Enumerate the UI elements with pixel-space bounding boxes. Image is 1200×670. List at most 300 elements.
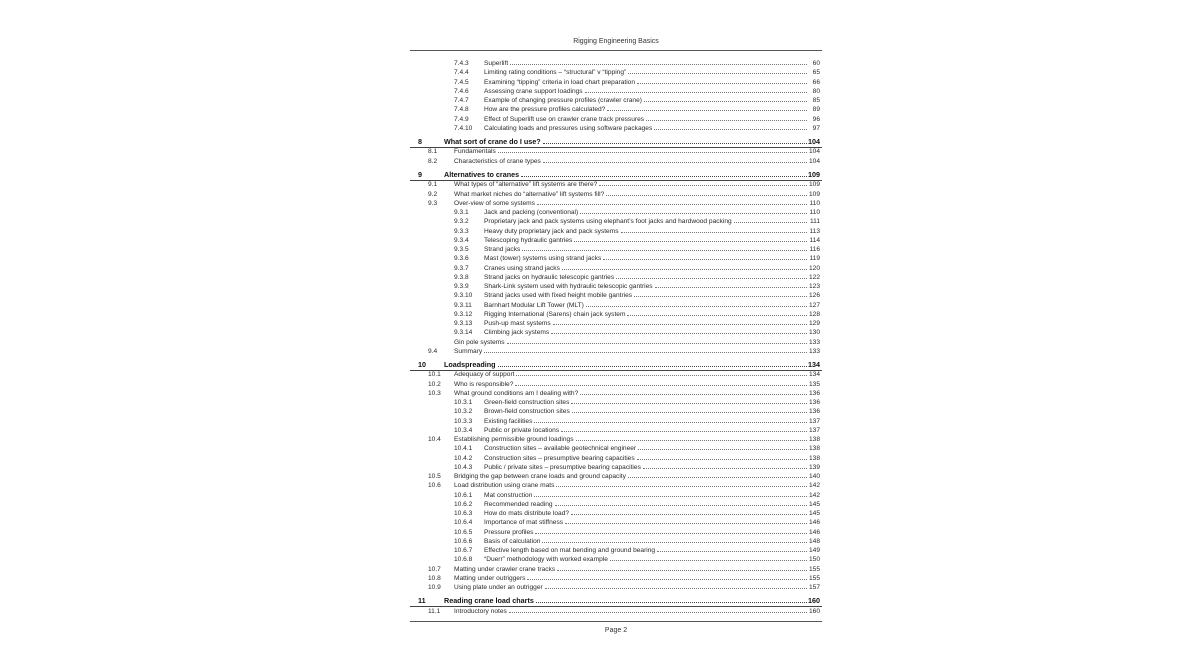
toc-entry-row[interactable] (410, 265, 822, 274)
toc-page-number: 116 (809, 246, 820, 254)
toc-page-number: 127 (808, 301, 820, 309)
toc-entry-title-wrap (484, 79, 808, 88)
toc-page-number: 104 (808, 137, 820, 146)
toc-entry-number: 9.2 (428, 190, 438, 198)
toc-leader-dots (535, 532, 807, 534)
toc-leader-dots (610, 559, 807, 561)
toc-page-number: 145 (808, 500, 820, 508)
toc-entry-row[interactable] (410, 329, 822, 338)
toc-entry-title: Fundamentals (454, 148, 496, 156)
toc-entry-title-wrap (454, 381, 808, 390)
toc-leader-dots (543, 161, 807, 163)
toc-entry-title-wrap (484, 329, 808, 338)
toc-entry-title: Push-up mast systems (484, 320, 551, 328)
toc-leader-dots (576, 439, 808, 441)
toc-entry-number: 10.1 (428, 371, 441, 379)
toc-entry-title: Construction sites – available geotechnical engineer (484, 445, 637, 453)
toc-entry-number: 10.5 (428, 473, 441, 481)
toc-leader-dots (527, 578, 807, 580)
toc-page-number: 160 (808, 607, 820, 615)
toc-entry-number: 10.4.1 (454, 445, 473, 453)
toc-leader-dots (637, 82, 807, 84)
toc-page-number: 138 (808, 445, 820, 453)
toc-entry-title: Introductory notes (454, 607, 507, 615)
toc-entry-title: Green-field construction sites (484, 399, 570, 407)
toc-entry-number: 10.2 (428, 380, 441, 388)
toc-entry-title: Cranes using strand jacks (484, 264, 560, 272)
toc-entry-row[interactable] (410, 390, 822, 399)
toc-leader-dots (586, 305, 807, 307)
toc-leader-dots (534, 495, 807, 497)
toc-entry-title: “Duerr” methodology with worked example (484, 556, 608, 564)
toc-entry-number: 10.9 (428, 584, 441, 592)
toc-entry-title-wrap (484, 529, 808, 538)
toc-entry-row[interactable] (410, 575, 822, 584)
toc-page-number: 128 (808, 310, 820, 318)
toc-leader-dots (646, 119, 807, 121)
toc-entry-title-wrap (454, 566, 808, 575)
toc-page-number: 155 (808, 565, 820, 573)
toc-entry-title-wrap (484, 97, 808, 106)
toc-entry-title-wrap (484, 302, 808, 311)
toc-entry-number: 7.4.8 (454, 106, 469, 114)
toc-entry-title-wrap (484, 556, 808, 565)
toc-entry-title: Gin pole systems (454, 338, 505, 346)
toc-entry-number: 10.8 (428, 574, 441, 582)
toc-entry-title: Strand jacks (484, 246, 521, 254)
toc-page-number: 97 (812, 124, 820, 132)
toc-entry-title: Alternatives to cranes (444, 169, 520, 179)
toc-entry-row[interactable] (410, 538, 822, 547)
toc-entry-row[interactable] (410, 455, 822, 464)
toc-entry-row[interactable] (410, 274, 822, 283)
toc-page-number: 113 (809, 227, 820, 235)
toc-entry-row[interactable] (410, 519, 822, 528)
toc-page-number: 146 (808, 519, 820, 527)
toc-entry-row[interactable] (410, 547, 822, 556)
toc-entry-title: Public or private locations (484, 426, 560, 434)
toc-entry-title: Mast (tower) systems using strand jacks (484, 255, 602, 263)
toc-entry-number: 7.4.10 (454, 124, 473, 132)
toc-page-number: 155 (808, 574, 820, 582)
toc-entry-row[interactable] (410, 418, 822, 427)
toc-entry-title-wrap (454, 200, 808, 209)
toc-leader-dots (562, 268, 807, 270)
toc-entry-title: Establishing permissible ground loadings (454, 436, 574, 444)
toc-leader-dots (551, 332, 807, 334)
toc-entry-title-wrap (484, 60, 808, 69)
toc-entry-row[interactable] (410, 181, 822, 190)
toc-entry-number: 9.3.6 (454, 255, 469, 263)
toc-entry-title: Examining “tipping” criteria in load chart preparation (484, 78, 635, 86)
toc-page-number: 135 (808, 380, 820, 388)
toc-entry-title: Basis of calculation (484, 537, 541, 545)
toc-entry-row[interactable] (410, 292, 822, 301)
toc-entry-number: 7.4.9 (454, 115, 469, 123)
toc-entry-title: How are the pressure profiles calculated? (484, 106, 606, 114)
toc-entry-title-wrap (484, 464, 808, 473)
toc-entry-title: Using plate under an outrigger (454, 584, 543, 592)
toc-page-number: 140 (808, 473, 820, 481)
toc-entry-row[interactable] (410, 399, 822, 408)
toc-entry-number: 10.6.8 (454, 556, 473, 564)
toc-entry-number: 9.3.9 (454, 283, 469, 291)
toc-entry-number: 7.4.4 (454, 69, 469, 77)
toc-page-number: 85 (812, 97, 820, 104)
toc-entry-title-wrap (454, 191, 808, 200)
toc-entry-number: 7.4.6 (454, 87, 469, 95)
toc-entry-number: 9.3.5 (454, 246, 469, 254)
toc-entry-row[interactable] (410, 88, 822, 97)
toc-page-number: 137 (808, 417, 820, 425)
toc-entry-title: Existing facilities (484, 417, 533, 425)
toc-entry-row[interactable] (410, 106, 822, 115)
toc-entry-title: What sort of crane do I use? (444, 137, 541, 146)
toc-entry-number: 9.3.4 (454, 236, 469, 244)
toc-entry-number: 9.3.14 (454, 329, 473, 337)
toc-page-number: 134 (808, 360, 820, 370)
toc-entry-number: 10.3 (428, 389, 441, 397)
toc-entry-title: Jack and packing (conventional) (484, 209, 579, 217)
toc-entry-title-wrap (484, 538, 808, 547)
toc-entry-number: 9.3.7 (454, 264, 469, 272)
toc-entry-row[interactable] (410, 348, 822, 357)
toc-entry-number: 9.3.11 (454, 301, 472, 309)
toc-entry-number: 10.6.7 (454, 547, 473, 555)
toc-leader-dots (655, 286, 807, 288)
toc-entry-title-wrap (484, 455, 808, 464)
toc-entry-row[interactable] (410, 436, 822, 445)
toc-entry-row[interactable] (410, 381, 822, 390)
toc-entry-title: Superlift (484, 60, 509, 67)
toc-page-number: 136 (808, 389, 820, 397)
toc-leader-dots (556, 485, 807, 487)
toc-entry-number: 9 (418, 169, 422, 179)
toc-entry-row[interactable] (410, 79, 822, 88)
toc-entry-number: 9.3 (428, 199, 438, 207)
toc-leader-dots (637, 458, 807, 460)
toc-page-number: 139 (808, 463, 820, 471)
toc-leader-dots (515, 384, 807, 386)
toc-entry-row[interactable] (410, 510, 822, 519)
toc-entry-title: Characteristics of crane types (454, 157, 541, 165)
toc-entry-row[interactable] (410, 320, 822, 329)
toc-entry-title-wrap (484, 274, 808, 283)
toc-entry-title: Matting under crawler crane tracks (454, 565, 556, 573)
toc-leader-dots (555, 504, 807, 506)
toc-entry-title: Proprietary jack and pack systems using elephant’s foot jacks and hardwood packing (484, 218, 732, 226)
toc-leader-dots (644, 100, 807, 102)
toc-leader-dots (521, 175, 807, 177)
toc-entry-row[interactable] (410, 116, 822, 125)
toc-entry-title: Bridging the gap between crane loads and ground capacity (454, 473, 626, 481)
toc-entry-title-wrap (484, 106, 808, 115)
toc-page-number: 138 (808, 436, 820, 444)
toc-leader-dots (616, 277, 807, 279)
toc-entry-number: 10.3.1 (454, 399, 473, 407)
toc-page-number: 66 (812, 78, 820, 86)
toc-entry-row[interactable] (410, 209, 822, 218)
toc-entry-row[interactable] (410, 125, 822, 134)
toc-leader-dots (606, 194, 807, 196)
toc-page-number: 104 (808, 157, 820, 165)
toc-entry-title: Shark-Link system used with hydraulic telescopic gantries (484, 283, 653, 291)
toc-entry-title: Importance of mat stiffness (484, 519, 564, 527)
toc-entry-number: 9.3.8 (454, 273, 469, 281)
toc-entry-title-wrap (484, 292, 808, 301)
toc-entry-title-wrap (454, 181, 808, 190)
toc-entry-title-wrap (454, 436, 808, 445)
toc-entry-title: Adequacy of support (454, 371, 515, 379)
toc-page-number: 104 (808, 148, 820, 156)
toc-entry-title-wrap (484, 246, 808, 255)
toc-entry-title-wrap (484, 445, 808, 454)
toc-leader-dots (580, 212, 807, 214)
toc-entry-number: 10.6.3 (454, 510, 473, 518)
toc-entry-row[interactable] (410, 608, 822, 617)
toc-entry-title-wrap (454, 608, 808, 617)
toc-entry-title: Strand jacks on hydraulic telescopic gantries (484, 273, 615, 281)
toc-leader-dots (638, 448, 807, 450)
toc-entry-title: Effect of Superlift use on crawler crane track pressures (484, 115, 645, 123)
toc-entry-title-wrap (484, 283, 808, 292)
toc-entry-title: What types of “alternative” lift systems are there? (454, 181, 598, 189)
toc-entry-number: 10.7 (428, 565, 441, 573)
toc-leader-dots (534, 421, 807, 423)
toc-leader-dots (561, 430, 807, 432)
toc-entry-row[interactable] (410, 482, 822, 491)
toc-entry-number: 10.6 (428, 482, 441, 490)
toc-page-number: 123 (808, 283, 820, 291)
toc-entry-title-wrap (454, 575, 808, 584)
toc-leader-dots (627, 314, 807, 316)
toc-leader-dots (537, 203, 807, 205)
toc-leader-dots (580, 393, 807, 395)
toc-leader-dots (599, 184, 807, 186)
toc-page-number: 134 (808, 371, 820, 379)
toc-chapter-row[interactable] (410, 138, 822, 148)
toc-entry-title-wrap (454, 473, 808, 482)
toc-leader-dots (516, 374, 807, 376)
toc-entry-row[interactable] (410, 246, 822, 255)
toc-page-number: 160 (808, 596, 820, 606)
toc-leader-dots (522, 249, 807, 251)
toc-page-number: 120 (808, 264, 820, 272)
toc-entry-title: Brown-field construction sites (484, 408, 570, 416)
toc-entry-title: Construction sites – presumptive bearing capacities (484, 454, 635, 462)
toc-entry-row[interactable] (410, 228, 822, 237)
toc-entry-row[interactable] (410, 556, 822, 565)
toc-entry-row[interactable] (410, 311, 822, 320)
toc-entry-title-wrap (484, 218, 808, 227)
toc-entry-number: 10.6.4 (454, 519, 473, 527)
toc-entry-title-wrap (454, 158, 808, 167)
toc-entry-number: 9.3.1 (454, 209, 469, 217)
toc-entry-title: How do mats distribute load? (484, 510, 570, 518)
toc-entry-number: 9.3.12 (454, 310, 473, 318)
toc-entry-title-wrap (484, 255, 808, 264)
toc-entry-title: Public / private sites – presumptive bearing capacities (484, 463, 641, 471)
toc-entry-title: Recommended reading (484, 500, 553, 508)
toc-entry-number: 10.6.1 (454, 491, 473, 499)
toc-entry-row[interactable] (410, 60, 822, 69)
toc-leader-dots (571, 513, 807, 515)
toc-entry-row[interactable] (410, 255, 822, 264)
toc-page-number: 122 (808, 273, 820, 281)
toc-entry-title-wrap (484, 228, 808, 237)
toc-page-number: 146 (808, 528, 820, 536)
toc-entry-number: 11 (418, 596, 426, 606)
toc-entry-row[interactable] (410, 529, 822, 538)
toc-entry-number: 8.2 (428, 157, 438, 165)
toc-entry-title-wrap (484, 492, 808, 501)
toc-page-number: 89 (812, 106, 820, 114)
toc-entry-title: Reading crane load charts (444, 596, 534, 606)
toc-page-number: 136 (808, 399, 820, 407)
toc-entry-title-wrap (444, 597, 808, 606)
toc-entry-title-wrap (454, 371, 808, 380)
toc-entry-number: 10.4.3 (454, 463, 473, 471)
toc-entry-row[interactable] (410, 69, 822, 78)
toc-entry-title-wrap (484, 88, 808, 97)
toc-leader-dots (585, 91, 807, 93)
toc-entry-title-wrap (444, 171, 808, 180)
toc-entry-number: 10.6.2 (454, 500, 473, 508)
toc-entry-title-wrap (454, 148, 808, 157)
toc-entry-title-wrap (484, 69, 808, 78)
toc-entry-row[interactable] (410, 473, 822, 482)
toc-entry-title: Barnhart Modular Lift Tower (MLT) (484, 301, 584, 309)
toc-entry-row[interactable] (410, 427, 822, 436)
toc-entry-title: Strand jacks used with fixed height mobile gantries (484, 292, 633, 300)
toc-chapter-row[interactable] (410, 597, 822, 607)
toc-leader-dots (574, 240, 807, 242)
toc-entry-title-wrap (484, 501, 808, 510)
toc-entry-title: Pressure profiles (484, 528, 534, 536)
toc-entry-title: Limiting rating conditions – “structural” v “tipping” (484, 69, 627, 77)
toc-entry-number: 10.3.2 (454, 408, 473, 416)
toc-entry-row[interactable] (410, 501, 822, 510)
toc-chapter-row[interactable] (410, 171, 822, 181)
toc-leader-dots (634, 295, 807, 297)
toc-page-number: 142 (808, 482, 820, 490)
toc-page-number: 137 (808, 426, 820, 434)
toc-entry-title-wrap (484, 265, 808, 274)
toc-page-number: 109 (808, 190, 820, 198)
toc-entry-row[interactable] (410, 464, 822, 473)
toc-entry-title: Load distribution using crane mats (454, 482, 555, 490)
toc-page-number: 149 (808, 547, 820, 555)
toc-page-number: 110 (809, 209, 820, 217)
toc-entry-row[interactable] (410, 339, 822, 348)
toc-chapter-row[interactable] (410, 361, 822, 371)
toc-leader-dots (536, 601, 807, 603)
toc-page-number: 145 (808, 510, 820, 518)
toc-leader-dots (621, 231, 808, 233)
toc-entry-title: Who is responsible? (454, 380, 514, 388)
toc-entry-number: 9.3.13 (454, 320, 473, 328)
toc-entry-title-wrap (484, 116, 808, 125)
toc-entry-title-wrap (454, 482, 808, 491)
page-footer: Page 2 (410, 621, 822, 639)
toc-entry-row[interactable] (410, 492, 822, 501)
toc-entry-title: Example of changing pressure profiles (crawler crane) (484, 97, 642, 104)
toc-entry-row[interactable] (410, 200, 822, 209)
toc-entry-number: 10.3.4 (454, 426, 473, 434)
toc-page-number: 114 (809, 236, 820, 244)
toc-entry-row[interactable] (410, 237, 822, 246)
toc-entry-title-wrap (484, 320, 808, 329)
toc-entry-number: 9.3.3 (454, 227, 469, 235)
toc-leader-dots (545, 587, 807, 589)
toc-page-number: 133 (808, 338, 820, 346)
toc-entry-row[interactable] (410, 158, 822, 167)
toc-entry-title-wrap (484, 399, 808, 408)
toc-entry-number: 9.3.10 (454, 292, 473, 300)
toc-leader-dots (553, 323, 807, 325)
toc-entry-number: 8 (418, 137, 422, 146)
toc-entry-row[interactable] (410, 191, 822, 200)
toc-entry-title-wrap (484, 311, 808, 320)
toc-entry-number: 9.1 (428, 181, 438, 189)
toc-entry-title: Mat construction (484, 491, 533, 499)
toc-page-number: 111 (809, 218, 820, 226)
toc-leader-dots (571, 402, 807, 404)
toc-page-number: 157 (808, 584, 820, 592)
toc-entry-number: 11.1 (428, 607, 441, 615)
toc-entry-row[interactable] (410, 148, 822, 157)
toc-entry-title: Effective length based on mat bending and ground bearing (484, 547, 656, 555)
toc-entry-row[interactable] (410, 302, 822, 311)
toc-entry-title: Assessing crane support loadings (484, 87, 583, 95)
toc-entry-row[interactable] (410, 445, 822, 454)
toc-page-number: 129 (808, 320, 820, 328)
toc-entry-title-wrap (454, 348, 808, 357)
document-page (410, 34, 822, 638)
toc-entry-title-wrap (484, 418, 808, 427)
toc-entry-number: 7.4.7 (454, 97, 469, 104)
toc-page-number: 136 (808, 408, 820, 416)
toc-entry-title-wrap (454, 584, 808, 593)
toc-leader-dots (557, 569, 807, 571)
toc-entry-row[interactable] (410, 408, 822, 417)
toc-entry-number: 10.3.3 (454, 417, 473, 425)
toc-entry-row[interactable] (410, 97, 822, 106)
toc-page-number: 148 (808, 537, 820, 545)
toc-entry-title-wrap (444, 138, 808, 147)
toc-entry-row[interactable] (410, 283, 822, 292)
toc-entry-title-wrap (454, 339, 808, 348)
toc-entry-title-wrap (484, 547, 808, 556)
toc-leader-dots (507, 342, 807, 344)
toc-page-number: 60 (812, 60, 820, 67)
toc-entry-number: 10 (418, 360, 426, 370)
toc-entry-row[interactable] (410, 584, 822, 593)
toc-entry-title-wrap (484, 209, 808, 218)
toc-leader-dots (484, 351, 807, 353)
toc-entry-title: Rigging International (Sarens) chain jack system (484, 310, 626, 318)
toc-entry-row[interactable] (410, 371, 822, 380)
toc-entry-row[interactable] (410, 566, 822, 575)
toc-page-number: 110 (809, 199, 820, 207)
toc-page-number: 109 (808, 169, 820, 179)
toc-page-number: 126 (808, 292, 820, 300)
toc-leader-dots (510, 63, 807, 65)
toc-entry-number: 9.3.2 (454, 218, 469, 226)
toc-entry-row[interactable] (410, 218, 822, 227)
toc-entry-title: Matting under outriggers (454, 574, 526, 582)
toc-entry-number: 9.4 (428, 347, 438, 355)
